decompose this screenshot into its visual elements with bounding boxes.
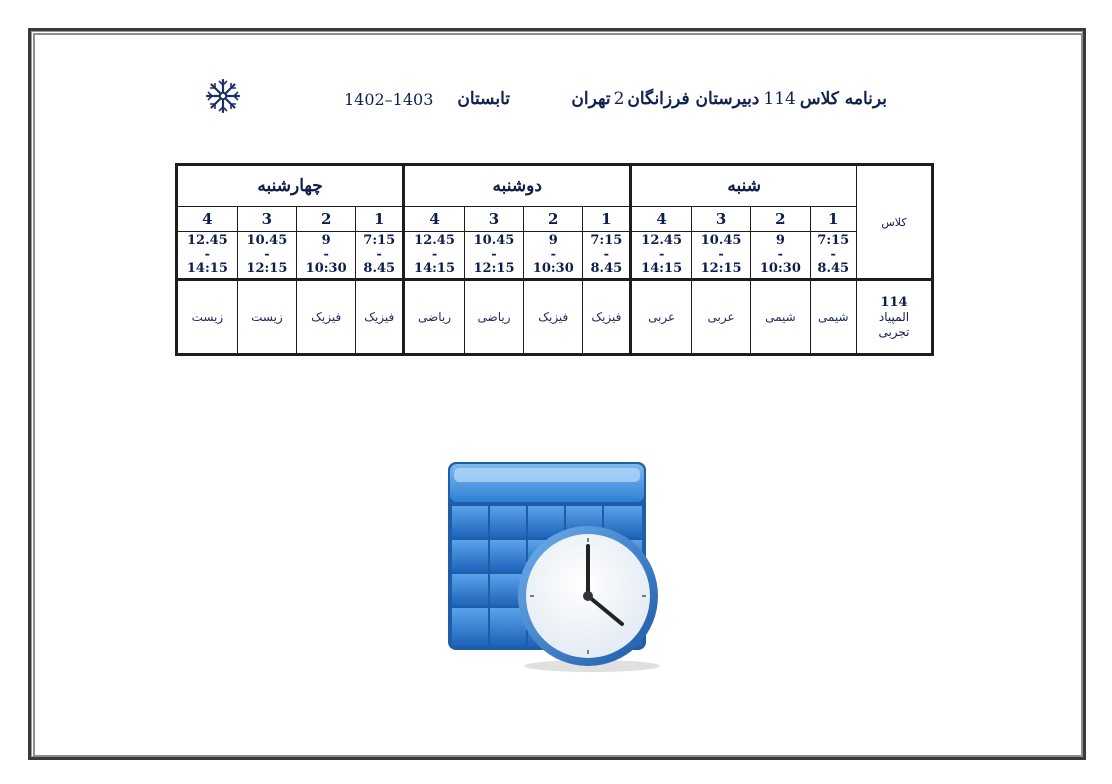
slot-number: 2: [524, 207, 583, 232]
time-cell: 7:15 - 8.45: [356, 232, 404, 280]
subject-cell: زیست: [177, 280, 238, 355]
slot-number: 3: [464, 207, 523, 232]
slot-number: 2: [751, 207, 810, 232]
slot-number: 4: [177, 207, 238, 232]
table-row: [177, 280, 933, 355]
slot-number: 4: [631, 207, 692, 232]
title-part2: دبیرستان فرزانگان: [627, 89, 760, 109]
slot-number: 4: [404, 207, 465, 232]
slot-number: 1: [356, 207, 404, 232]
time-cell: 9 - 10:30: [297, 232, 356, 280]
day-header-shanbe: [631, 165, 857, 207]
subject-cell: زیست: [237, 280, 296, 355]
title-part1: برنامه کلاس: [799, 89, 887, 109]
class-number-value: 114: [880, 294, 908, 310]
subject-cell: عربی: [691, 280, 750, 355]
subject-cell: شیمی: [810, 280, 856, 355]
class-cell: [857, 280, 933, 355]
calendar-clock-icon: [442, 460, 672, 675]
subject-cell: فیزیک: [524, 280, 583, 355]
school-number: 2: [613, 89, 625, 109]
slot-number: 3: [691, 207, 750, 232]
class-number: 114: [763, 89, 796, 109]
day-label: شنبه: [727, 176, 761, 196]
time-cell: 12.45 - 14:15: [177, 232, 238, 280]
class-header-label: کلاس: [881, 215, 907, 229]
time-cell: 9 - 10:30: [524, 232, 583, 280]
day-label: چهارشنبه: [257, 176, 323, 196]
iran-emblem-icon: [205, 78, 241, 114]
time-cell: 9 - 10:30: [751, 232, 810, 280]
subject-cell: شیمی: [751, 280, 810, 355]
slot-number: 3: [237, 207, 296, 232]
academic-year: 1402–1403: [343, 89, 434, 109]
time-cell: 7:15 - 8.45: [810, 232, 856, 280]
slot-number: 1: [583, 207, 631, 232]
time-cell: 10.45 - 12:15: [464, 232, 523, 280]
day-header-chaharshanbe: [177, 165, 404, 207]
time-cell: 10.45 - 12:15: [691, 232, 750, 280]
subject-cell: فیزیک: [356, 280, 404, 355]
time-cell: 12.45 - 14:15: [631, 232, 692, 280]
subject-cell: عربی: [631, 280, 692, 355]
class-line3: تجربی: [878, 324, 910, 339]
slot-number: 2: [297, 207, 356, 232]
subject-cell: فیزیک: [583, 280, 631, 355]
class-line2: المپیاد: [878, 309, 910, 324]
subject-cell: فیزیک: [297, 280, 356, 355]
day-header-doshanbe: [404, 165, 631, 207]
city-name: تهران: [571, 89, 611, 109]
schedule-title: [571, 84, 887, 114]
time-cell: 10.45 - 12:15: [237, 232, 296, 280]
time-cell: 12.45 - 14:15: [404, 232, 465, 280]
subject-cell: ریاضی: [464, 280, 523, 355]
class-header-cell: [857, 165, 933, 280]
time-cell: 7:15 - 8.45: [583, 232, 631, 280]
season-line: [332, 84, 510, 114]
season-label: تابستان: [457, 89, 510, 109]
slot-number: 1: [810, 207, 856, 232]
schedule-table: [175, 163, 934, 356]
subject-cell: ریاضی: [404, 280, 465, 355]
day-label: دوشنبه: [492, 176, 542, 196]
